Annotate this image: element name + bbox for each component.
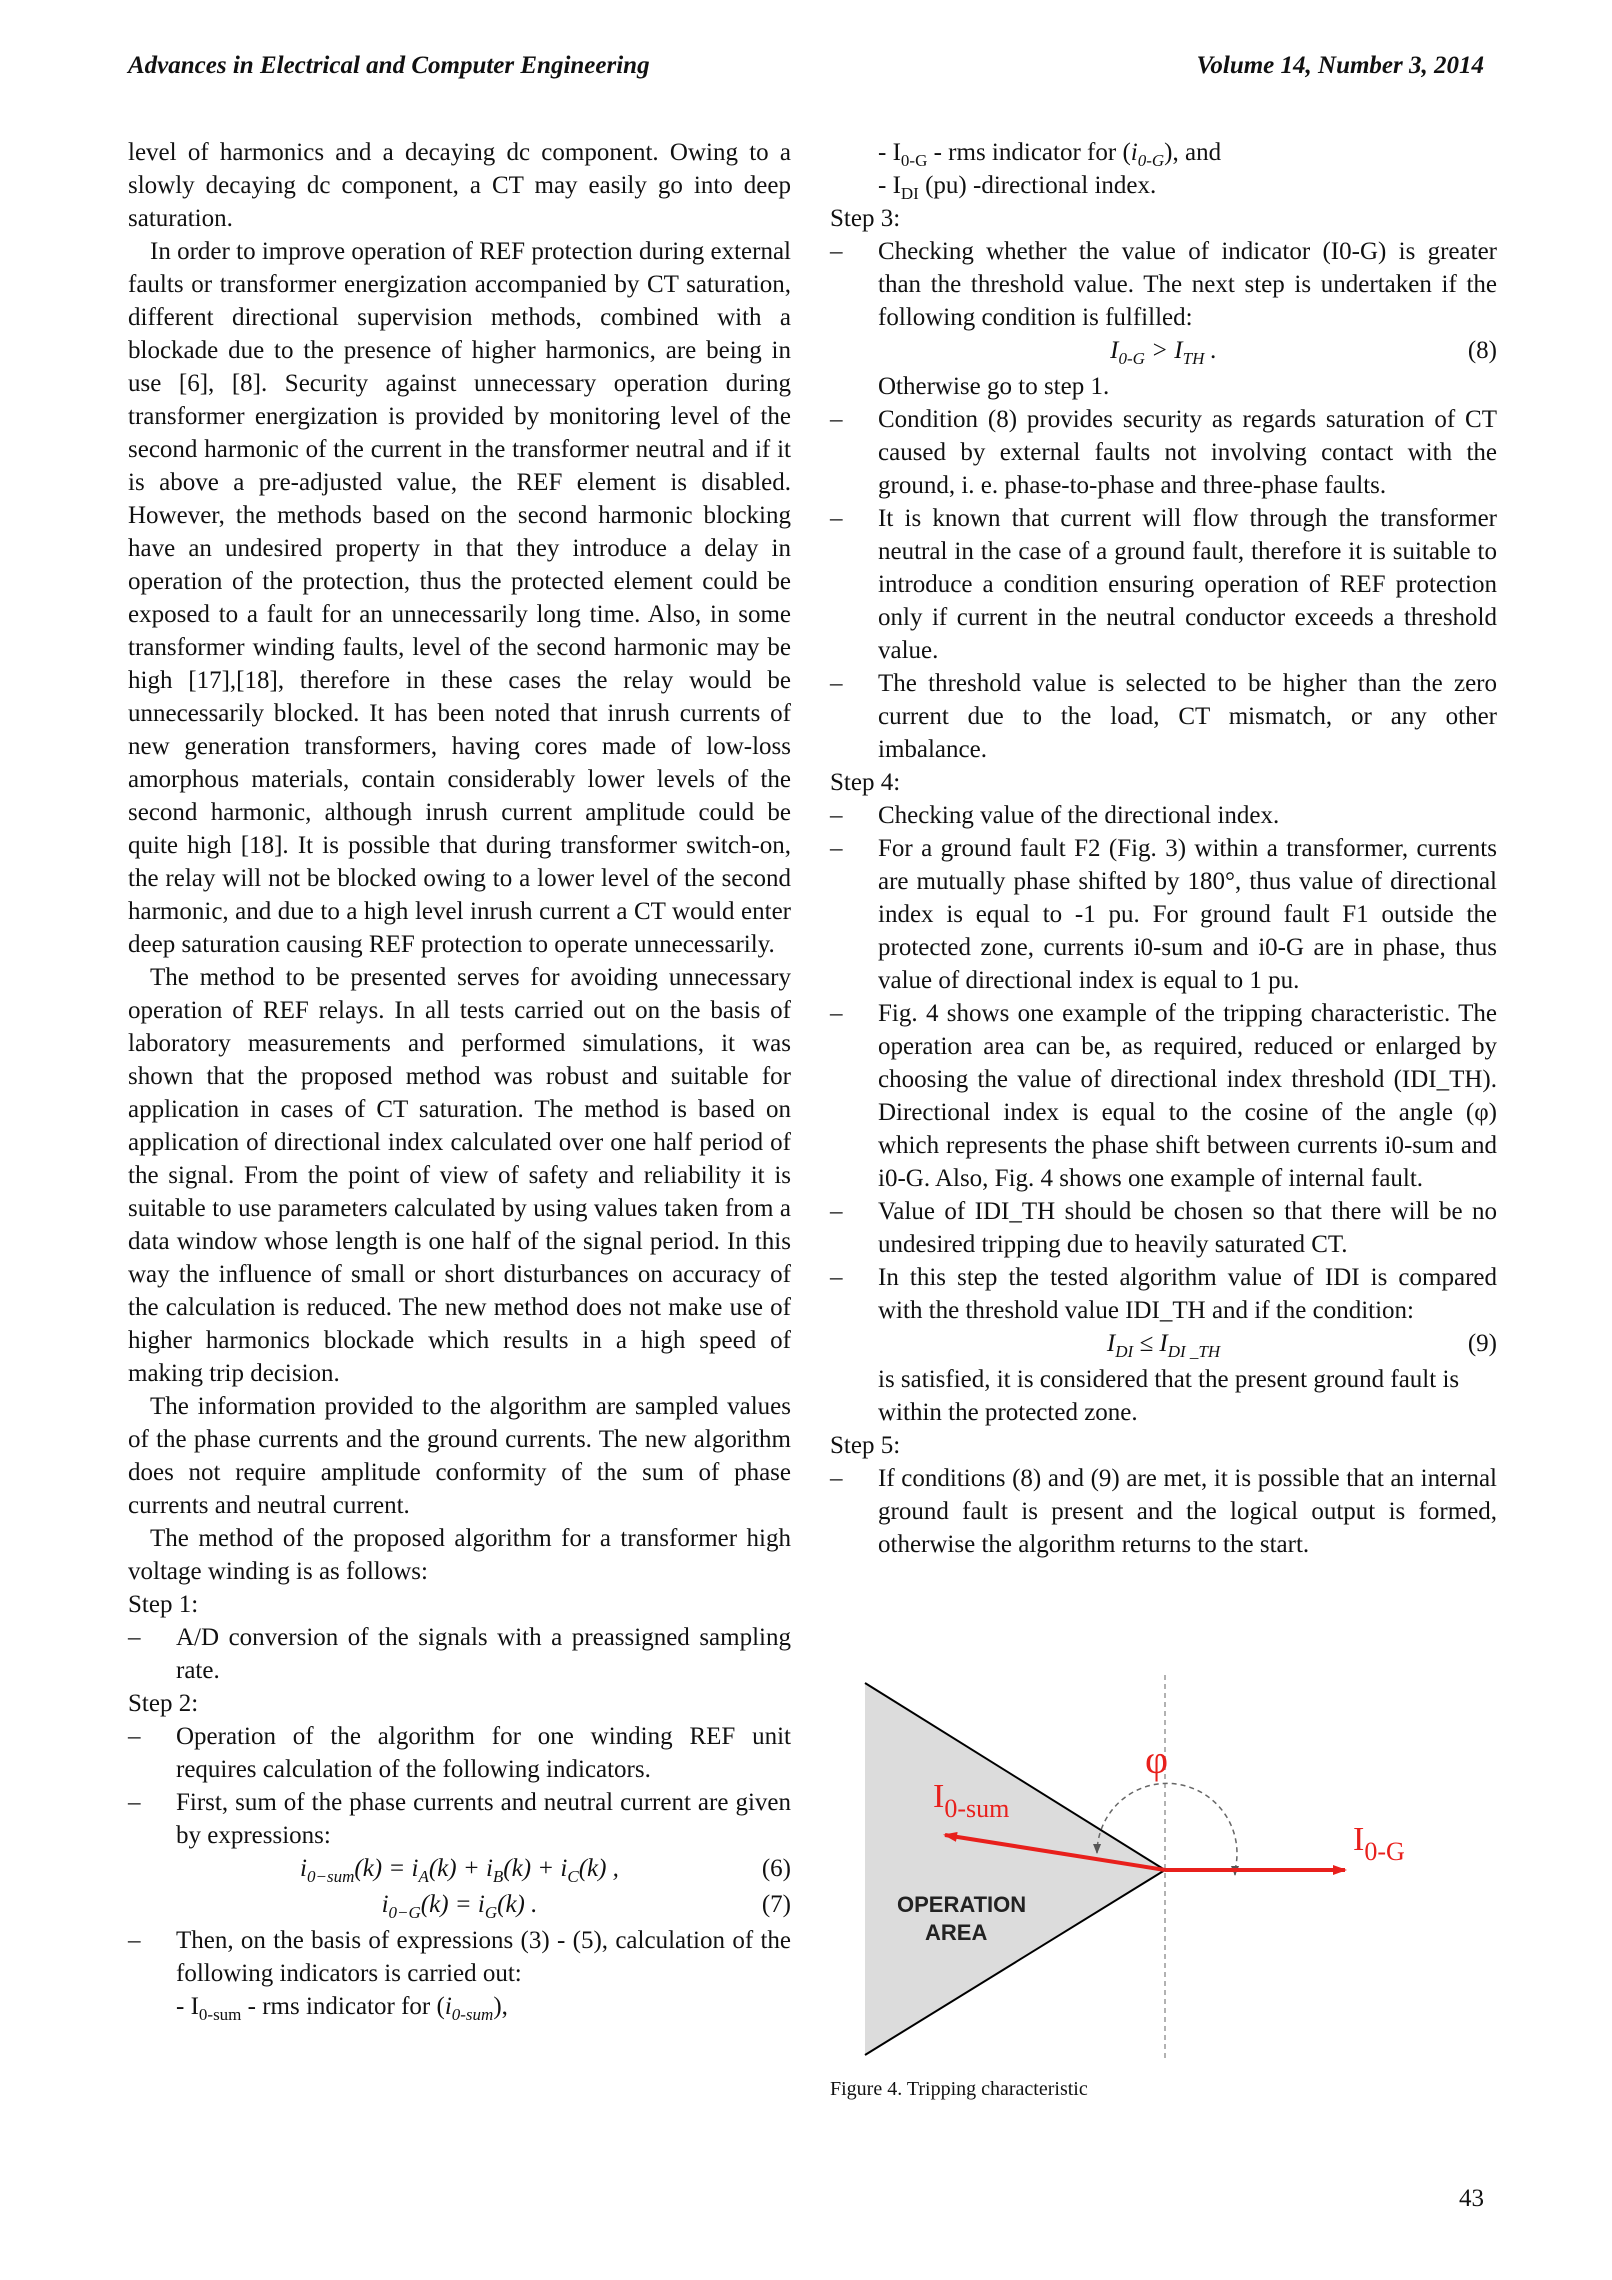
list-item: – Then, on the basis of expressions (3) - (5), calculation of the following indicators is carried out: (128, 1927, 791, 1987)
equation-9: $I_{DI} \le I_{DI \_TH}$ (9) (1106, 1330, 1497, 1361)
note-text: is satisfied, it is considered that the present ground fault is within the protected zone. (878, 1366, 1460, 1426)
page-number: 43 (1459, 2185, 1484, 2212)
list-item: – The threshold value is selected to be higher than the zero current due to the load, CT mismatch, or any other imbalance. (830, 670, 1497, 763)
step-heading: Step 2: (128, 1690, 199, 1717)
operation-area-label-1: OPERATION (897, 1892, 1027, 1917)
list-item: – Fig. 4 shows one example of the tripping characteristic. The operation area can be, as required, reduced or enlarged by choosing the value of directional index threshold (IDI_TH). Directional index is equal to the cosine of the angle (φ) which represents the phase shift between currents i0-sum and i0-G. Also, Fig. 4 shows one example of internal fault. (830, 1000, 1497, 1192)
right-column (830, 136, 1497, 1561)
paragraph: The information provided to the algorithm are sampled values of the phase currents and the ground currents. The new algorithm does not require amplitude conformity of the sum of phase currents and neutral current. (128, 1393, 791, 1519)
list-item: – It is known that current will flow through the transformer neutral in the case of a ground fault, therefore it is suitable to introduce a condition ensuring operation of REF protection only if current in the neutral conductor exceeds a threshold value. (830, 505, 1497, 664)
figure-caption: Figure 4. Tripping characteristic (830, 2078, 1088, 2100)
equation-6: $i_{0-sum}(k) = i_A(k) + i_B(k) + i_C(k)$ , (6) (300, 1855, 791, 1886)
volume-info: Volume 14, Number 3, 2014 (1196, 52, 1484, 79)
list-item: – For a ground fault F2 (Fig. 3) within a transformer, currents are mutually phase shifted by 180°, thus value of directional index is equal to -1 pu. For ground fault F1 outside the protected zone, currents i0-sum and i0-G are in phase, thus value of directional index is equal to 1 pu. (830, 835, 1497, 994)
list-item: – Value of IDI_TH should be chosen so that there will be no undesired tripping due to heavily saturated CT. (830, 1198, 1497, 1258)
phi-label: φ (1145, 1737, 1169, 1782)
paragraph: The method of the proposed algorithm for a transformer high voltage winding is as follows: (128, 1525, 791, 1585)
list-item: – First, sum of the phase currents and neutral current are given by expressions: (128, 1789, 791, 1849)
tripping-characteristic-figure (825, 1665, 1485, 2065)
i0-g-label: $I_{0-G}$ (1353, 1821, 1405, 1866)
indicator-item: - $I_{DI}$ (pu) -directional index. (878, 172, 1157, 203)
equation-7: $i_{0-G}(k) = i_G(k)$ . (7) (381, 1891, 791, 1922)
indicator-item: - $I_{0-sum}$ - rms indicator for $(i_{0-sum})$, (176, 1993, 508, 2024)
indicator-item: - $I_{0-G}$ - rms indicator for $(i_{0-G})$, and (878, 139, 1222, 170)
list-item: – Checking value of the directional index. (830, 802, 1280, 829)
list-item: – Condition (8) provides security as regards saturation of CT caused by external faults not involving contact with the ground, i. e. phase-to-phase and three-phase faults. (830, 406, 1497, 499)
list-item: – Operation of the algorithm for one winding REF unit requires calculation of the following indicators. (128, 1723, 791, 1783)
step-heading: Step 5: (830, 1432, 901, 1459)
note-text: Otherwise go to step 1. (878, 373, 1110, 400)
left-column (128, 136, 791, 2023)
step-heading: Step 1: (128, 1591, 199, 1618)
operation-area-label-2: AREA (925, 1920, 988, 1945)
list-item: – If conditions (8) and (9) are met, it is possible that an internal ground fault is present and the logical output is formed, otherwise the algorithm returns to the start. (830, 1465, 1497, 1558)
list-item: – Checking whether the value of indicator (I0-G) is greater than the threshold value. The next step is undertaken if the following condition is fulfilled: (830, 238, 1497, 331)
step-heading: Step 3: (830, 205, 901, 232)
list-item: – In this step the tested algorithm value of IDI is compared with the threshold value IDI_TH and if the condition: (830, 1264, 1497, 1324)
paragraph: level of harmonics and a decaying dc component. Owing to a slowly decaying dc component, a CT may easily go into deep saturation. (128, 139, 791, 232)
list-item: – A/D conversion of the signals with a preassigned sampling rate. (128, 1624, 791, 1684)
paragraph: In order to improve operation of REF protection during external faults or transformer energization accompanied by CT saturation, different directional supervision methods, combined with a blockade due to the presence of higher harmonics, are being in use [6], [8]. Security against unnecessary operation during transformer energization is provided by monitoring level of the second harmonic of the current in the transformer neutral and if it is above a pre-adjusted value, the REF element is disabled. However, the methods based on the second harmonic blocking have an undesired property in that they introduce a delay in operation of the protection, thus the protected element could be exposed to a fault for an unnecessarily long time. Also, in some transformer winding faults, level of the second harmonic may be high [17],[18], therefore in these cases the relay would be unnecessarily blocked. It has been noted that inrush currents of new generation transformers, having cores made of low-loss amorphous materials, contain considerably lower levels of the second harmonic, although inrush current amplitude could be quite high [18]. It is possible that during transformer switch-on, the relay will not be blocked owing to a lower level of the second harmonic, and due to a high level inrush current a CT would enter deep saturation causing REF protection to operate unnecessarily. (128, 238, 791, 958)
i0-sum-label: $I_{0-sum}$ (933, 1778, 1010, 1823)
paragraph: The method to be presented serves for avoiding unnecessary operation of REF relays. In all tests carried out on the basis of laboratory measurements and performed simulations, it was shown that the proposed method was robust and suitable for application in cases of CT saturation. The method is based on application of directional index calculated over one half period of the signal. From the point of view of safety and reliability it is suitable to use parameters calculated by using values taken from a data window whose length is one half of the signal period. In this way the influence of small or short disturbances on accuracy of the calculation is reduced. The new method does not make use of higher harmonics blockade which results in a high speed of making trip decision. (128, 964, 791, 1387)
equation-8: $I_{0-G} > I_{TH}$ . (8) (1110, 337, 1497, 368)
journal-title: Advances in Electrical and Computer Engineering (128, 52, 650, 79)
operation-area-shape (865, 1683, 1165, 2055)
step-heading: Step 4: (830, 769, 901, 796)
